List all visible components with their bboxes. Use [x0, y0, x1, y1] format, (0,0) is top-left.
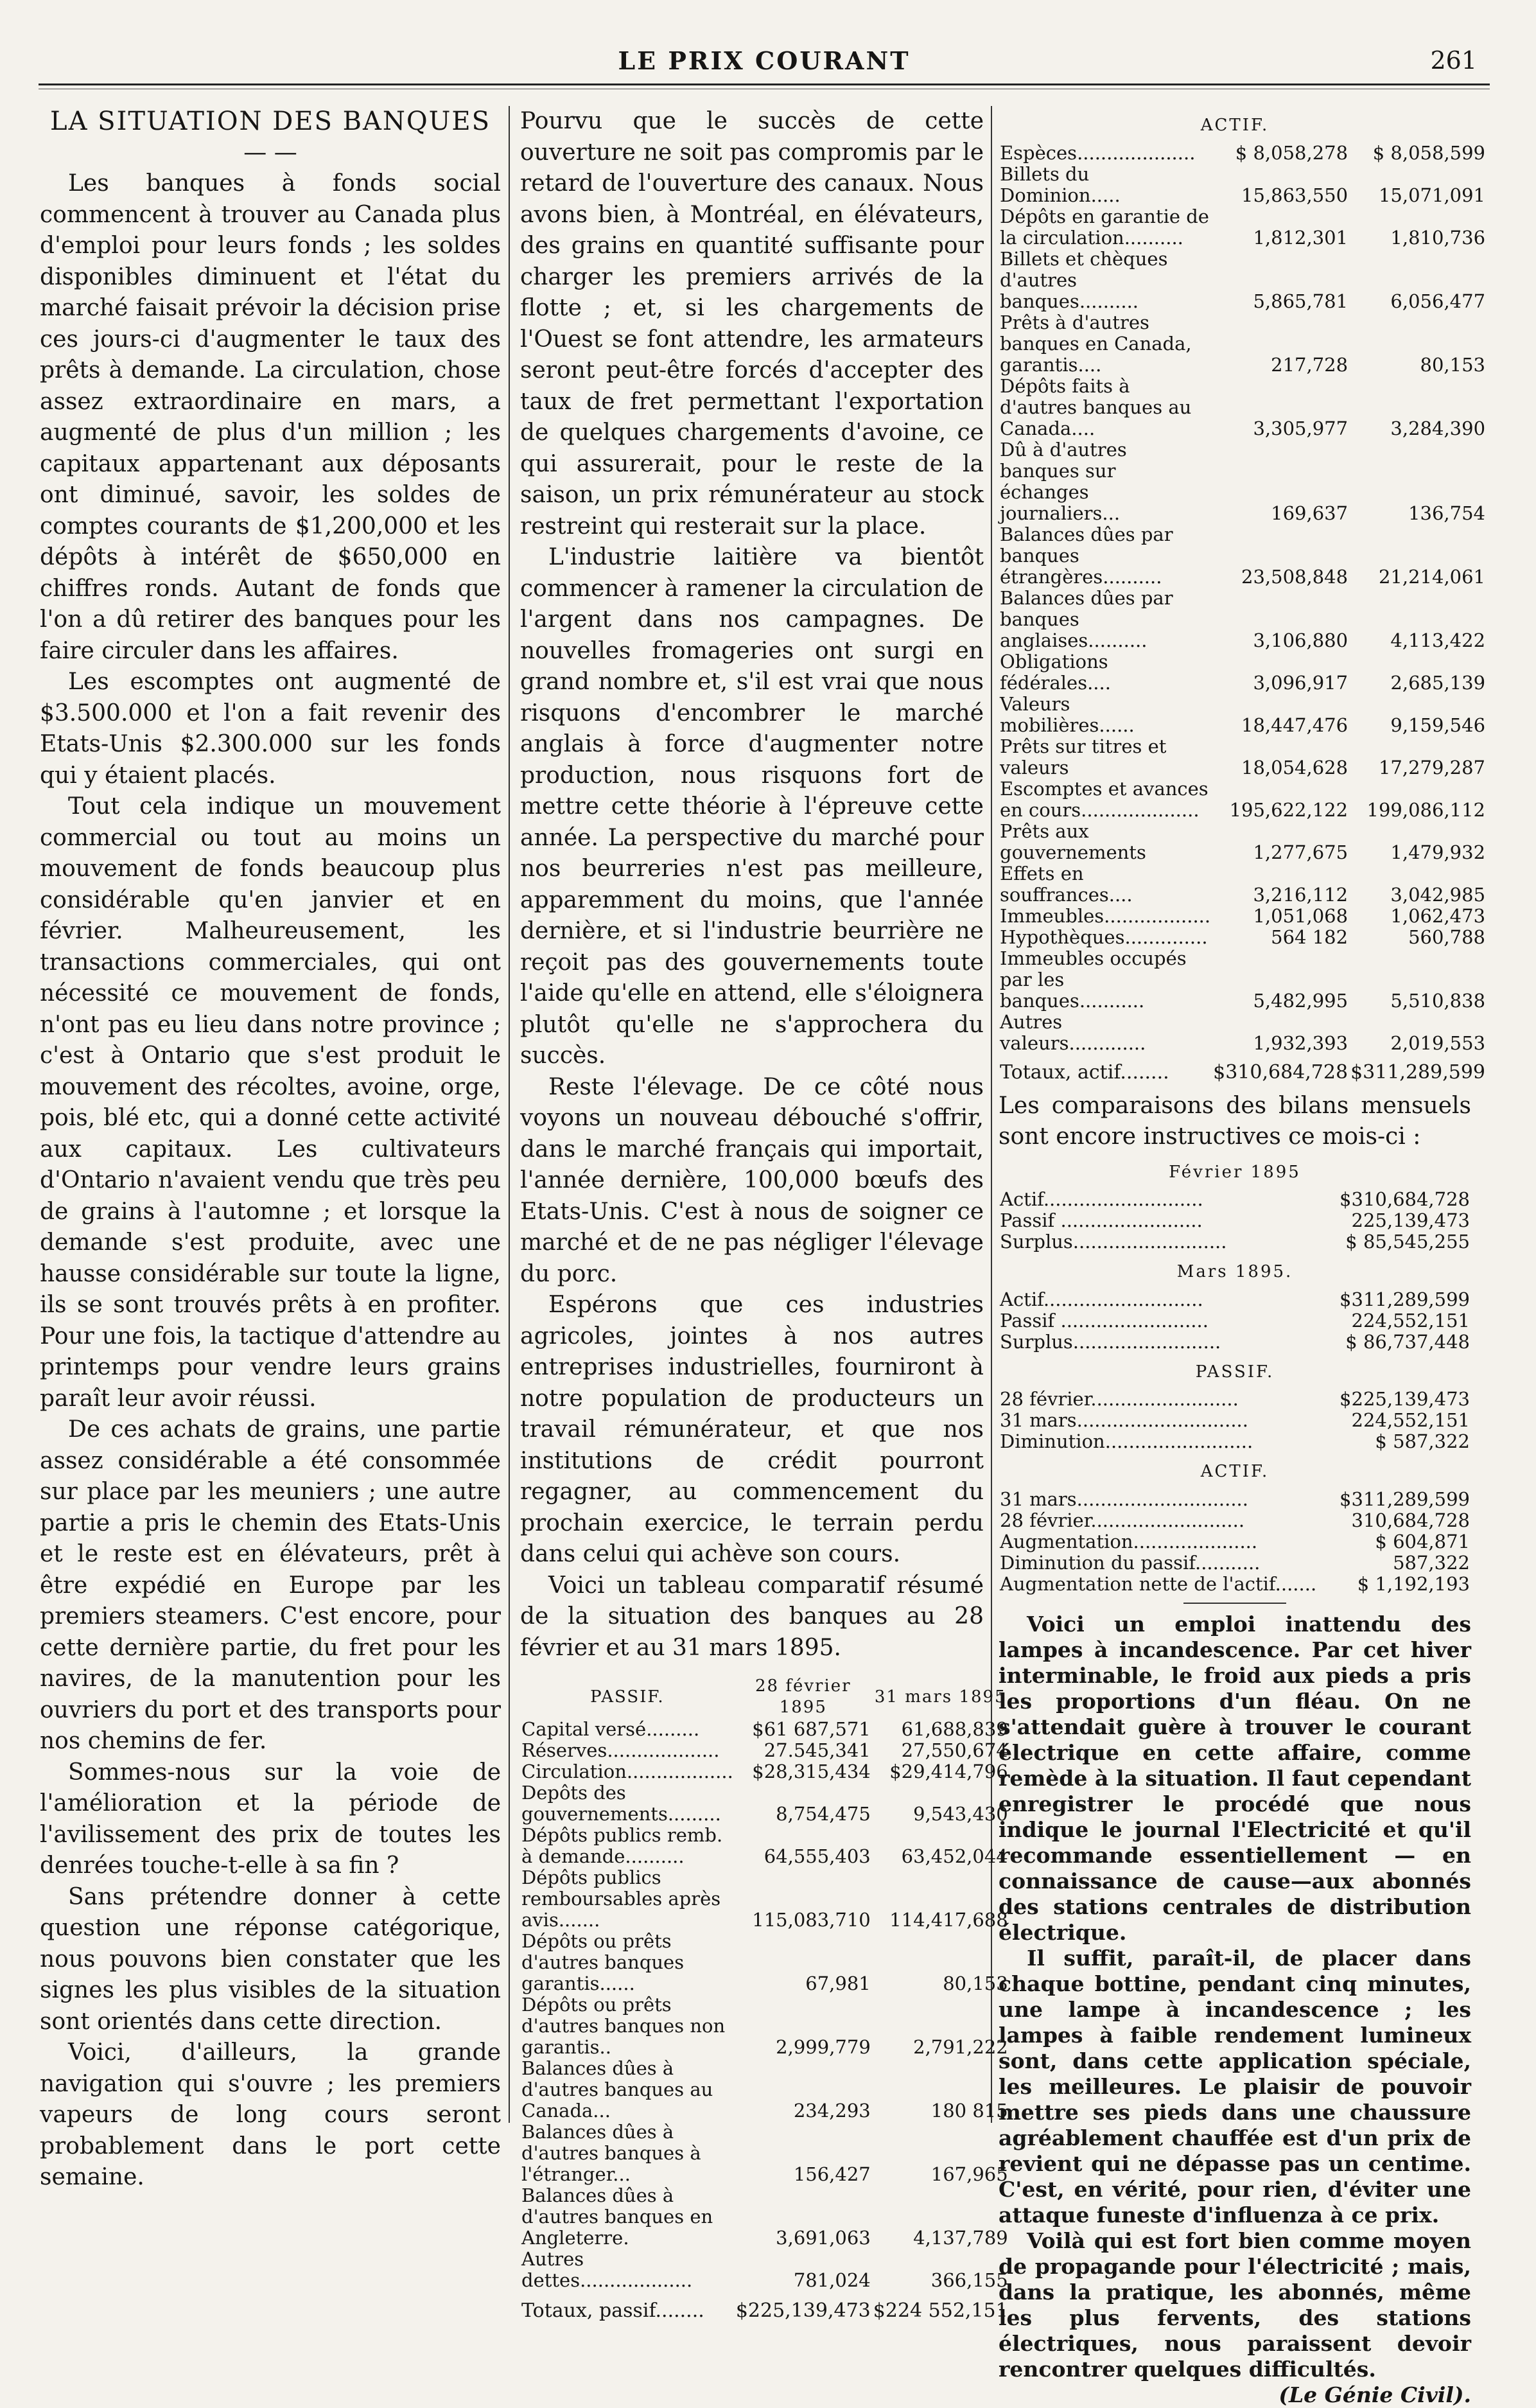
row-value: $ 1,192,193	[1357, 1572, 1470, 1595]
row-value-2: 167,965	[930, 2163, 1008, 2185]
row-value-1: $61 687,571	[752, 1718, 871, 1740]
row-label: Effets en souffrances....	[1000, 862, 1133, 906]
row-value-1: 1,932,393	[1253, 1032, 1348, 1054]
table-row	[520, 1825, 1009, 1867]
row-value: $311,289,599	[1340, 1288, 1470, 1310]
row-label: Billets du Dominion.....	[1000, 163, 1121, 206]
row-value-2: 2,791,222	[913, 2036, 1008, 2058]
row-label: Immeubles..................	[1000, 904, 1211, 927]
row-value-1: $ 8,058,278	[1235, 141, 1348, 164]
row-value-2: 15,071,091	[1378, 184, 1486, 206]
row-value-2: 80,153	[1420, 353, 1486, 376]
table-row	[999, 736, 1487, 778]
row-value-1: 3,691,063	[776, 2227, 871, 2249]
passif-compare-table	[999, 1389, 1471, 1452]
row-value-1: 169,637	[1271, 502, 1348, 524]
row-label: 31 mars.............................	[1000, 1488, 1248, 1510]
paragraph: Voici un emploi inattendu des lampes à incandescence. Par cet hiver interminable, le froid aux pieds a pris les proportions d'un fléau. On ne s'attendait guère à trouver le courant électrique en cette affaire, comme remède à la situation. Il faut cependant enregistrer le procédé que nous indique le journal l'Electricité et qu'il recommande essentiellement — en connaissance de cause—aux abonnés des stations centrales de distribution électrique.	[999, 1611, 1471, 1945]
paragraph: Reste l'élevage. De ce côté nous voyons un nouveau débouché s'offrir, dans le marché français qui importait, l'année dernière, 100,000 bœufs des Etats-Unis. C'est à nous de soigner ce marché et de ne pas négliger l'élevage du porc.	[520, 1073, 984, 1287]
table-header-col1: 28 février 1895	[755, 1676, 851, 1717]
column-2	[520, 106, 1008, 2322]
row-label: Passif .........................	[1000, 1309, 1209, 1331]
row-value-1: 195,622,122	[1229, 798, 1348, 821]
row-value-1: 1,812,301	[1253, 226, 1348, 249]
row-label: Espèces....................	[1000, 141, 1196, 164]
paragraph: L'industrie laitière va bientôt commencer à ramener la circulation de l'argent dans nos campagnes. De nouvelles fromageries ont surgi en grand nombre et, s'il est vrai que nous risquons d'encombrer le marché anglais à force d'augmenter notre production, nous risquons fort de mettre cette théorie à l'épreuve cette année. La perspective du marché pour nos beurreries n'est pas meilleure, apparemment du moins, que l'année dernière, et si l'industrie beurrière ne reçoit pas des gouvernements toute l'aide qu'elle en attend, elle s'éloignera plutôt qu'elle ne s'approchera du succès.	[520, 544, 984, 1069]
row-label: 31 mars.............................	[1000, 1409, 1248, 1431]
row-value-2: 1,062,473	[1390, 904, 1486, 927]
table-row	[999, 778, 1487, 821]
row-value: $311,289,599	[1340, 1488, 1470, 1510]
table-row	[520, 1782, 1009, 1825]
paragraph: Les banques à fonds social commencent à trouver au Canada plus d'emploi pour leurs fonds ; les soldes disponibles diminuent et l'état du marché faisait prévoir la décision prise ces jours-ci d'augmenter le taux des prêts à demande. La circulation, chose assez extraordinaire en mars, a augmenté de plus d'un million ; les capitaux appartenant aux déposants ont diminué, savoir, les soldes de comptes courants de $1,200,000 et les dépôts à intérêt de $650,000 en chiffres ronds. Autant de fonds que l'on a dû retirer des banques pour les faire circuler dans les affaires.	[40, 170, 501, 664]
row-value-1: 1,051,068	[1253, 904, 1348, 927]
row-label: Hypothèques..............	[1000, 926, 1208, 948]
table-row	[520, 1761, 1009, 1782]
total-label: Totaux, actif........	[1000, 1060, 1169, 1084]
paragraph: Sans prétendre donner à cette question une réponse catégorique, nous pouvons bien constater que les signes les plus visibles de la situation sont orientés dans cette direction.	[40, 1883, 501, 2035]
row-label: Escomptes et avances en cours....................	[1000, 777, 1209, 821]
row-value-2: 1,479,932	[1390, 841, 1486, 863]
row-value-2: 63,452,044	[901, 1845, 1008, 1867]
table-row	[520, 1867, 1009, 1931]
row-value-2: 6,056,477	[1390, 290, 1486, 312]
row-value: 225,139,473	[1351, 1209, 1470, 1231]
row-label: Diminution du passif...........	[1000, 1551, 1261, 1574]
table-row	[520, 1740, 1009, 1761]
table-row	[999, 164, 1487, 206]
row-label: Autres valeurs.............	[1000, 1010, 1146, 1054]
table-row	[999, 1210, 1471, 1231]
separator	[1183, 1603, 1286, 1604]
actif-compare-table	[999, 1489, 1471, 1595]
paragraph: De ces achats de grains, une partie assez considérable a été consommée sur place par les meuniers ; une autre partie a pris le chemin des Etats-Unis et le reste est en élévateurs, prêt à être expédié en Europe par les premiers steamers. C'est encore, pour cette dernière partie, du fret pour les navires, de la manutention pour les ouvriers du port et des transports pour nos chemins de fer.	[40, 1416, 501, 1754]
row-value-1: 1,277,675	[1253, 841, 1348, 863]
source-signature: (Le Génie Civil).	[1279, 2382, 1471, 2407]
row-value: $225,139,473	[1340, 1388, 1470, 1410]
row-label: 28 février.........................	[1000, 1388, 1239, 1410]
row-value-1: 67,981	[805, 1973, 871, 1994]
table-row	[999, 1189, 1471, 1210]
table-row	[999, 143, 1487, 164]
row-label: 28 février..........................	[1000, 1509, 1245, 1531]
table-row	[999, 906, 1487, 927]
row-label: Passif ........................	[1000, 1209, 1203, 1231]
row-value-2: 17,279,287	[1378, 756, 1486, 778]
table-row	[999, 1510, 1471, 1531]
row-value-1: 3,096,917	[1253, 671, 1348, 694]
table-row	[999, 694, 1487, 736]
row-value-2: $29,414,796	[889, 1761, 1008, 1782]
row-value-2: 114,417,688	[889, 1909, 1008, 1931]
row-label: Prêts aux gouvernements	[1000, 820, 1146, 863]
paragraph: Tout cela indique un mouvement commercial ou tout au moins un mouvement de fonds beaucoup plus considérable qu'en janvier et en février. Malheureusement, les transactions commerciales, qui ont nécessité ce mouvement de fonds, n'ont pas eu lieu dans notre province ; c'est à Ontario que s'est produit le mouvement des récoltes, avoine, orge, pois, blé etc, qui a donné cette activité aux capitaux. Les cultivateurs d'Ontario n'avaient vendu que très peu de grains à l'automne ; et lorsque la demande s'est produite, avec une hausse considérable sur toute la ligne, ils se sont trouvés prêts à en profiter. Pour une fois, la tactique d'attendre au printemps pour vendre leurs grains paraît leur avoir réussi.	[40, 793, 501, 1412]
row-value-2: 3,042,985	[1390, 883, 1486, 906]
table-row	[999, 1431, 1471, 1452]
table-row	[999, 1389, 1471, 1410]
row-label: Augmentation nette de l'actif.......	[1000, 1572, 1317, 1595]
row-value-2: 560,788	[1408, 926, 1486, 948]
total-col2: $311,289,599	[1350, 1060, 1486, 1084]
row-label: Balances dûes à d'autres banques au Canada...	[521, 2057, 713, 2122]
row-label: Surplus.........................	[1000, 1330, 1221, 1353]
row-label: Circulation..................	[521, 1761, 733, 1782]
passif-title: PASSIF.	[1195, 1362, 1275, 1382]
row-label: Actif...........................	[1000, 1188, 1203, 1210]
table-row	[999, 376, 1487, 439]
row-label: Valeurs mobilières......	[1000, 692, 1135, 736]
row-value-1: 781,024	[793, 2269, 871, 2291]
row-value: 224,552,151	[1351, 1409, 1470, 1431]
total-label: Totaux, passif........	[521, 2299, 704, 2322]
row-label: Balances dûes à d'autres banques à l'étranger...	[521, 2121, 701, 2185]
paragraph: Voici un tableau comparatif résumé de la situation des banques au 28 février et au 31 mars 1895.	[520, 1572, 984, 1661]
row-value-2: 180 815	[930, 2100, 1008, 2122]
table-row	[999, 1310, 1471, 1331]
table-row	[999, 1289, 1471, 1310]
row-value-1: 115,083,710	[752, 1909, 871, 1931]
table-row	[999, 206, 1487, 249]
mars-table	[999, 1289, 1471, 1353]
article-title: LA SITUATION DES BANQUES	[50, 107, 491, 136]
row-value-1: 234,293	[793, 2100, 871, 2122]
actif-title: ACTIF.	[1200, 1462, 1270, 1481]
page-number: 261	[1430, 46, 1477, 75]
table-row	[999, 249, 1487, 312]
table-row	[999, 1231, 1471, 1252]
row-label: Dépôts publics remboursables après avis.......	[521, 1867, 721, 1931]
column-divider-1	[509, 106, 510, 2123]
passif-table	[520, 1675, 1009, 2321]
row-value-2: 61,688,839	[901, 1718, 1008, 1740]
total-col2: $224 552,151	[873, 2299, 1008, 2322]
row-value-2: 4,113,422	[1390, 629, 1486, 651]
row-value-2: 3,284,390	[1390, 417, 1486, 439]
row-value: $ 85,545,255	[1345, 1231, 1470, 1252]
paragraph: Pourvu que le succès de cette ouverture ne soit pas compromis par le retard de l'ouverture des canaux. Nous avons bien, à Montréal, en élévateurs, des grains en quantité suffisante pour charger les premiers arrivés de la flotte ; et, si les chargements de l'Ouest se font attendre, les armateurs seront peut-être forcés d'accepter des taux de fret permettant l'exportation de quelques chargements d'avoine, ce qui assurerait, pour le reste de la saison, un prix rémunérateur au stock restreint qui resterait sur la place.	[520, 108, 984, 540]
table-row	[999, 439, 1487, 524]
row-value-1: 2,999,779	[776, 2036, 871, 2058]
header-rule	[39, 83, 1490, 85]
table-row	[999, 651, 1487, 694]
row-value-2: 136,754	[1408, 502, 1486, 524]
column-1	[40, 106, 501, 2193]
table-total-row	[999, 1054, 1487, 1083]
paragraph: Voici, d'ailleurs, la grande navigation qui s'ouvre ; les premiers vapeurs de long cours seront probablement dans le port cette semaine.	[40, 2039, 501, 2190]
total-col1: $225,139,473	[735, 2299, 871, 2322]
row-value-1: 18,054,628	[1241, 756, 1348, 778]
row-label: Immeubles occupés par les banques...........	[1000, 947, 1187, 1012]
row-label: Prêts à d'autres banques en Canada, garantis....	[1000, 311, 1192, 376]
row-value: $ 587,322	[1375, 1430, 1470, 1452]
table-row	[999, 1410, 1471, 1431]
paragraph: Espérons que ces industries agricoles, jointes à nos autres entreprises industrielles, fourniront à notre population de producteurs un travail rémunérateur, et que nos institutions de crédit pourront regagner, au commencement du prochain exercice, le terrain perdu dans celui qui achève son cours.	[520, 1292, 984, 1567]
row-value-1: 18,447,476	[1241, 714, 1348, 736]
row-value: $ 604,871	[1375, 1530, 1470, 1552]
row-value-1: 5,482,995	[1253, 989, 1348, 1012]
table-row	[999, 588, 1487, 651]
table-row	[999, 927, 1487, 948]
table-row	[999, 1331, 1471, 1353]
row-value-2: 21,214,061	[1378, 565, 1486, 588]
row-value-1: 3,216,112	[1253, 883, 1348, 906]
row-label: Balances dûes par banques étrangères..........	[1000, 523, 1173, 588]
row-value-1: 156,427	[793, 2163, 871, 2185]
row-label: Actif...........................	[1000, 1288, 1203, 1310]
table-total-row	[520, 2291, 1009, 2321]
row-label: Balances dûes par banques anglaises..........	[1000, 586, 1173, 651]
row-value-2: 9,543,430	[913, 1803, 1008, 1825]
row-value-2: 4,137,789	[913, 2227, 1008, 2249]
row-label: Prêts sur titres et valeurs	[1000, 735, 1167, 778]
lamp-article	[999, 1612, 1471, 2408]
table-row	[520, 2249, 1009, 2291]
row-value-1: 217,728	[1271, 353, 1348, 376]
journal-title: LE PRIX COURANT	[618, 46, 911, 75]
row-value-1: 8,754,475	[776, 1803, 871, 1825]
row-value-2: 2,685,139	[1390, 671, 1486, 694]
table-row	[999, 1552, 1471, 1574]
table-row	[999, 312, 1487, 376]
paragraph: Voilà qui est fort bien comme moyen de propagande pour l'électricité ; mais, dans la pratique, les abonnés, même les plus fervents, des stations électriques, nous paraissent devoir rencontrer quelques difficultés.	[999, 2228, 1471, 2382]
row-value-2: $ 8,058,599	[1372, 141, 1486, 164]
table-row	[999, 1531, 1471, 1552]
row-value-1: $28,315,434	[752, 1761, 871, 1782]
paragraph: Sommes-nous sur la voie de l'amélioration et la période de l'avilissement des prix de toutes les denrées touche-t-elle à sa fin ?	[40, 1759, 501, 1879]
title-dash: — —	[243, 139, 297, 166]
row-label: Diminution.........................	[1000, 1430, 1253, 1452]
table-header-col2: 31 mars 1895	[874, 1687, 1007, 1707]
row-label: Dépôts ou prêts d'autres banques non garantis..	[521, 1994, 726, 2058]
fev-table	[999, 1189, 1471, 1252]
row-value-2: 9,159,546	[1390, 714, 1486, 736]
row-label: Dépôts ou prêts d'autres banques garantis......	[521, 1930, 685, 1994]
row-value-1: 15,863,550	[1241, 184, 1348, 206]
row-value-2: 27,550,674	[901, 1739, 1008, 1761]
row-label: Autres dettes...................	[521, 2248, 693, 2291]
table-row	[999, 524, 1487, 588]
row-value-1: 64,555,403	[764, 1845, 871, 1867]
table-row	[520, 1931, 1009, 1994]
row-value-1: 564 182	[1271, 926, 1348, 948]
row-label: Dépôts en garantie de la circulation..........	[1000, 205, 1209, 249]
row-value: 224,552,151	[1351, 1309, 1470, 1331]
row-value-1: 27.545,341	[764, 1739, 871, 1761]
table-row	[999, 1574, 1471, 1595]
row-value-1: 23,508,848	[1241, 565, 1348, 588]
table-row	[520, 1719, 1009, 1740]
paragraph: Les escomptes ont augmenté de $3.500.000 et l'on a fait revenir des Etats-Unis $2.300.000 sur les fonds qui y étaient placés.	[40, 669, 501, 789]
row-label: Billets et chèques d'autres banques..........	[1000, 247, 1168, 312]
table-row	[999, 1012, 1487, 1054]
column-3	[999, 106, 1486, 2408]
row-label: Surplus..........................	[1000, 1231, 1227, 1252]
row-value-1: 3,305,977	[1253, 417, 1348, 439]
actif-table	[999, 143, 1487, 1083]
table-row	[999, 821, 1487, 863]
row-label: Balances dûes à d'autres banques en Angleterre.	[521, 2184, 713, 2249]
paragraph: Il suffit, paraît-il, de placer dans chaque bottine, pendant cinq minutes, une lampe à incandescence ; les lampes à faible rendement lumineux sont, dans cette application spéciale, les meilleures. Le plaisir de pouvoir mettre ses pieds dans une chaussure agréablement chauffée est d'un prix de revient qui ne dépasse pas un centime. C'est, en vérité, pour rien, d'éviter une attaque funeste d'influenza à ce prix.	[999, 1945, 1471, 2228]
comparison-intro: Les comparaisons des bilans mensuels sont encore instructives ce mois-ci :	[999, 1092, 1471, 1150]
row-value-2: 199,086,112	[1366, 798, 1486, 821]
table-row	[999, 863, 1487, 906]
row-value-2: 2,019,553	[1390, 1032, 1486, 1054]
row-value-1: 5,865,781	[1253, 290, 1348, 312]
table-header-label: PASSIF.	[590, 1687, 665, 1707]
row-label: Capital versé.........	[521, 1718, 700, 1740]
row-value-1: 3,106,880	[1253, 629, 1348, 651]
actif-heading: ACTIF.	[1200, 116, 1270, 135]
row-label: Dépôts publics remb. à demande..........	[521, 1824, 723, 1867]
table-header	[520, 1675, 1009, 1719]
table-row	[999, 948, 1487, 1012]
row-value: 587,322	[1393, 1551, 1470, 1574]
row-value: 310,684,728	[1351, 1509, 1470, 1531]
row-label: Dépôts faits à d'autres banques au Canada....	[1000, 374, 1192, 439]
row-label: Dû à d'autres banques sur échanges journaliers...	[1000, 438, 1127, 524]
row-label: Réserves...................	[521, 1739, 720, 1761]
row-value-2: 80,153	[943, 1973, 1008, 1994]
row-value: $310,684,728	[1340, 1188, 1470, 1210]
row-label: Depôts des gouvernements.........	[521, 1782, 721, 1825]
row-value: $ 86,737,448	[1345, 1330, 1470, 1353]
table-row	[520, 2058, 1009, 2122]
table-row	[520, 1994, 1009, 2058]
row-value-2: 5,510,838	[1390, 989, 1486, 1012]
row-value-2: 1,810,736	[1390, 226, 1486, 249]
table-row	[520, 2122, 1009, 2185]
row-label: Augmentation.....................	[1000, 1530, 1258, 1552]
row-value-2: 366,155	[930, 2269, 1008, 2291]
table-row	[999, 1489, 1471, 1510]
fev-title: Février 1895	[1169, 1162, 1301, 1182]
mars-title: Mars 1895.	[1176, 1262, 1293, 1281]
row-label: Obligations fédérales....	[1000, 650, 1111, 694]
total-col1: $310,684,728	[1213, 1060, 1348, 1084]
